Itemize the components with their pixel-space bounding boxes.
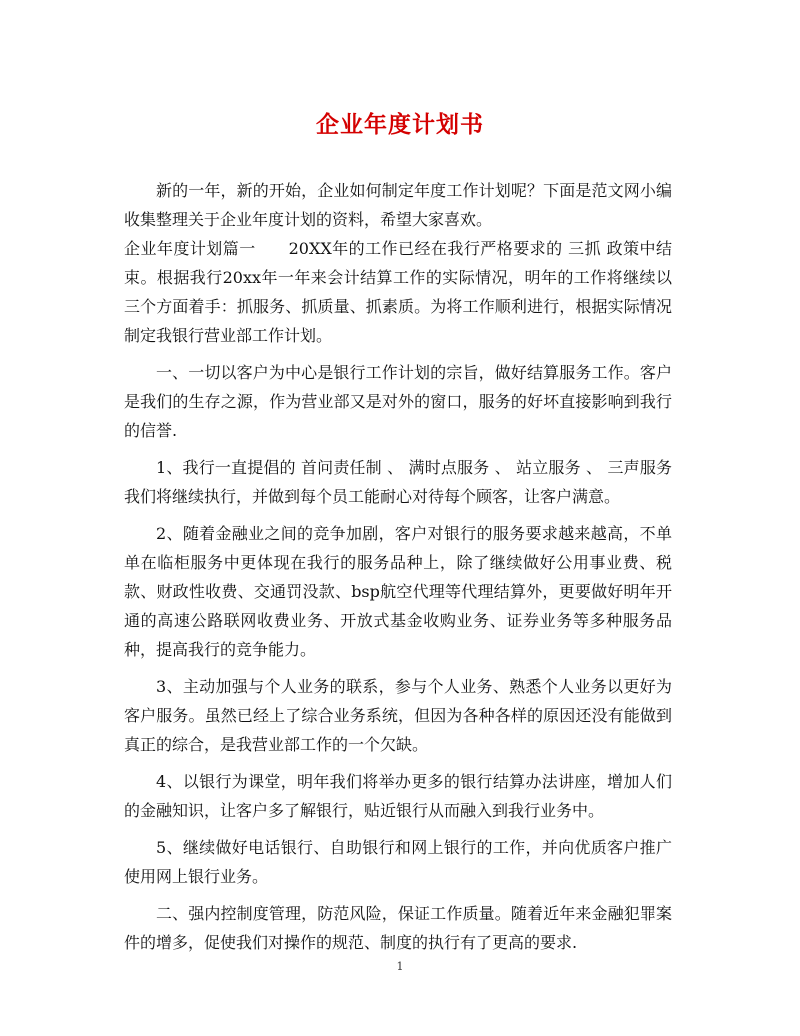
plan-intro-paragraph: 企业年度计划篇一 20XX年的工作已经在我行严格要求的 三抓 政策中结束。根据我行20xx年一年来会计结算工作的实际情况，明年的工作将继续以三个方面着手：抓服务、抓质量、抓素质。为将工作顺利进行，根据实际情况制定我银行营业部工作计划。 bbox=[124, 239, 672, 345]
document-title: 企业年度计划书 bbox=[316, 111, 484, 138]
page-number: 1 bbox=[396, 960, 404, 973]
section-one-paragraph: 一、一切以客户为中心是银行工作计划的宗旨，做好结算服务工作。客户是我们的生存之源，作为营业部又是对外的窗口，服务的好坏直接影响到我行的信誉. bbox=[124, 363, 672, 440]
section-two-paragraph: 二、强内控制度管理，防范风险，保证工作质量。随着近年来金融犯罪案件的增多，促使我们对操作的规范、制度的执行有了更高的要求. bbox=[124, 904, 672, 952]
item-4-paragraph: 4、以银行为课堂，明年我们将举办更多的银行结算办法讲座，增加人们的金融知识，让客户多了解银行，贴近银行从而融入到我行业务中。 bbox=[124, 772, 672, 820]
intro-paragraph: 新的一年，新的开始，企业如何制定年度工作计划呢？下面是范文网小编收集整理关于企业年度计划的资料，希望大家喜欢。 bbox=[124, 181, 672, 229]
item-1-paragraph: 1、我行一直提倡的 首问责任制 、 满时点服务 、 站立服务 、 三声服务 我们将继续执行，并做到每个员工能耐心对待每个顾客，让客户满意。 bbox=[124, 458, 672, 506]
document-body bbox=[124, 176, 672, 957]
item-3-paragraph: 3、主动加强与个人业务的联系，参与个人业务、熟悉个人业务以更好为客户服务。虽然已经上了综合业务系统，但因为各种各样的原因还没有能做到真正的综合，是我营业部工作的一个欠缺。 bbox=[124, 677, 672, 754]
item-2-paragraph: 2、随着金融业之间的竞争加剧，客户对银行的服务要求越来越高，不单单在临柜服务中更体现在我行的服务品种上，除了继续做好公用事业费、税款、财政性收费、交通罚没款、bsp航空代理等代理结算外，更要做好明年开通的高速公路联网收费业务、开放式基金收购业务、证券业务等多种服务品种，提高我行的竞争能力。 bbox=[124, 524, 672, 659]
item-5-paragraph: 5、继续做好电话银行、自助银行和网上银行的工作，并向优质客户推广使用网上银行业务。 bbox=[124, 838, 672, 886]
